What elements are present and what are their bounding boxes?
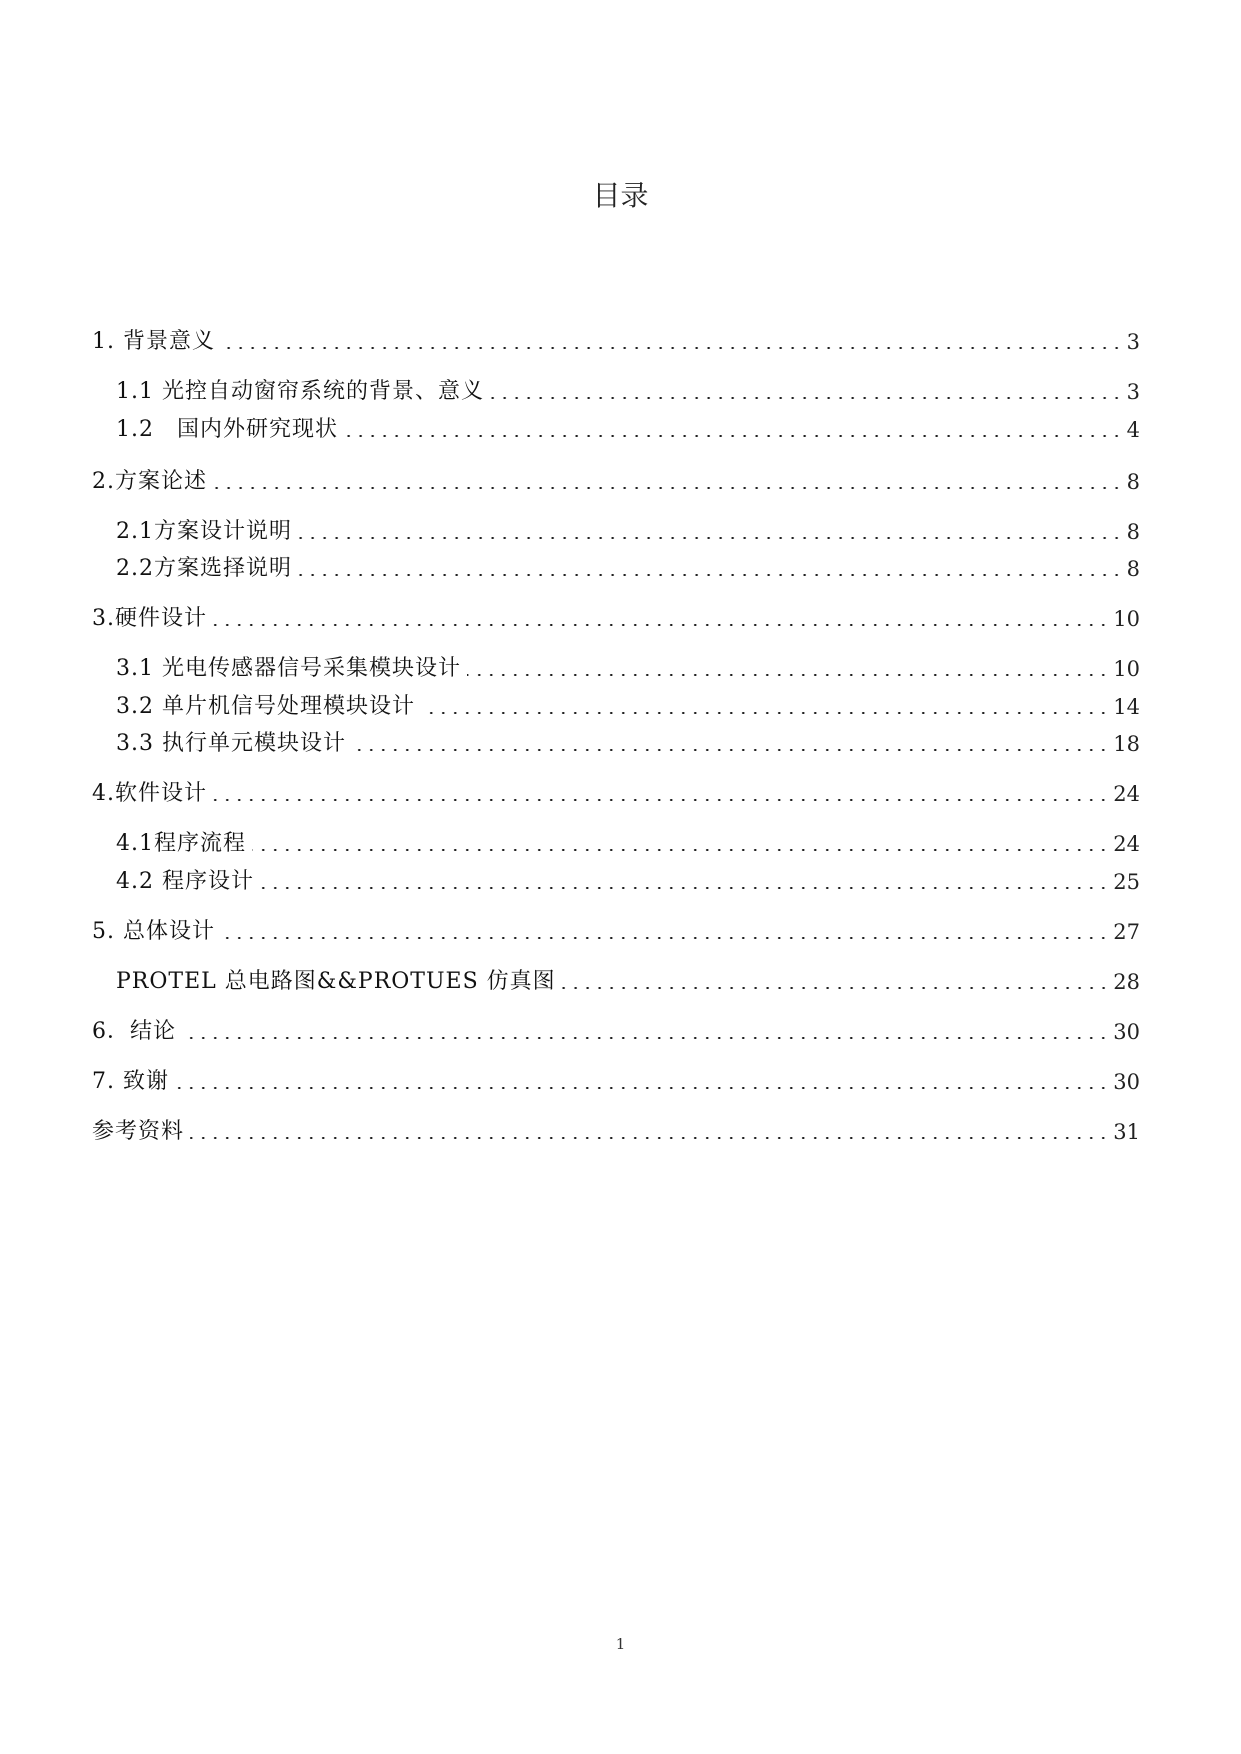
dot-leader	[213, 624, 1109, 626]
dot-leader	[562, 987, 1110, 989]
dot-leader	[221, 937, 1109, 939]
toc-entry-6[interactable]	[92, 1016, 1140, 1046]
dot-leader	[467, 674, 1109, 676]
toc-entry-label: 4.1程序流程	[116, 830, 252, 858]
toc-entry-label: 1.2 国内外研究现状	[116, 416, 344, 444]
toc-entry-label: 4.软件设计	[92, 780, 213, 808]
toc-entry-3[interactable]	[92, 603, 1140, 633]
toc-entry-1-2[interactable]	[116, 414, 1140, 444]
toc-entry-2-2[interactable]	[116, 553, 1140, 583]
toc-entry-label: 2.2方案选择说明	[116, 555, 298, 583]
footer-page-number: 1	[615, 1635, 626, 1653]
toc-entry-page: 8	[1126, 557, 1140, 581]
toc-entry-page: 10	[1113, 607, 1140, 631]
toc-entry-4-1[interactable]	[116, 828, 1140, 858]
toc-entry-label: 1. 背景意义	[92, 328, 221, 356]
dot-leader	[182, 1037, 1109, 1039]
toc-entry-references[interactable]	[92, 1116, 1140, 1146]
dot-leader	[190, 1137, 1109, 1139]
toc-entry-page: 8	[1126, 520, 1140, 544]
toc-entry-page: 3	[1126, 380, 1140, 404]
dot-leader	[490, 397, 1123, 399]
toc-entry-3-2[interactable]	[116, 691, 1140, 721]
toc-entry-label: 2.方案论述	[92, 468, 213, 496]
dot-leader	[344, 435, 1123, 437]
toc-entry-label: 1.1 光控自动窗帘系统的背景、意义	[116, 378, 490, 406]
toc-entry-label: 7. 致谢	[92, 1068, 175, 1096]
toc-entry-protel[interactable]	[116, 966, 1140, 996]
dot-leader	[213, 487, 1123, 489]
page-title: 目录	[592, 179, 649, 212]
toc-entry-2[interactable]	[92, 466, 1140, 496]
dot-leader	[298, 574, 1123, 576]
dot-leader	[175, 1087, 1109, 1089]
toc-entry-page: 4	[1126, 418, 1140, 442]
dot-leader	[260, 887, 1109, 889]
toc-entry-4[interactable]	[92, 778, 1140, 808]
toc-entry-page: 8	[1126, 470, 1140, 494]
toc-entry-1[interactable]	[92, 326, 1140, 356]
dot-leader	[352, 749, 1109, 751]
toc-entry-label: 3.1 光电传感器信号采集模块设计	[116, 655, 467, 683]
dot-leader	[421, 712, 1109, 714]
toc-entry-label: PROTEL 总电路图&&PROTUES 仿真图	[116, 968, 562, 996]
dot-leader	[213, 799, 1109, 801]
toc-entry-label: 参考资料	[92, 1118, 190, 1146]
dot-leader	[252, 849, 1109, 851]
dot-leader	[221, 347, 1123, 349]
toc-entry-label: 3.3 执行单元模块设计	[116, 730, 352, 758]
toc-entry-page: 30	[1113, 1070, 1140, 1094]
toc-entry-page: 25	[1113, 870, 1140, 894]
toc-entry-1-1[interactable]	[116, 376, 1140, 406]
toc-entry-page: 28	[1113, 970, 1140, 994]
toc-entry-3-1[interactable]	[116, 653, 1140, 683]
toc-entry-page: 31	[1113, 1120, 1140, 1144]
toc-entry-5[interactable]	[92, 916, 1140, 946]
toc-entry-label: 4.2 程序设计	[116, 868, 260, 896]
toc-entry-label: 5. 总体设计	[92, 918, 221, 946]
toc-entry-page: 24	[1113, 782, 1140, 806]
toc-entry-2-1[interactable]	[116, 516, 1140, 546]
toc-entry-4-2[interactable]	[116, 866, 1140, 896]
toc-entry-label: 2.1方案设计说明	[116, 518, 298, 546]
toc-entry-label: 3.硬件设计	[92, 605, 213, 633]
toc-entry-page: 24	[1113, 832, 1140, 856]
toc-entry-label: 6．结论	[92, 1018, 182, 1046]
toc-entry-3-3[interactable]	[116, 728, 1140, 758]
toc-entry-page: 3	[1126, 330, 1140, 354]
toc-entry-page: 30	[1113, 1020, 1140, 1044]
toc-entry-page: 27	[1113, 920, 1140, 944]
dot-leader	[298, 537, 1123, 539]
toc-entry-page: 10	[1113, 657, 1140, 681]
toc-entry-7[interactable]	[92, 1066, 1140, 1096]
toc-entry-label: 3.2 单片机信号处理模块设计	[116, 693, 421, 721]
toc-entry-page: 14	[1113, 695, 1140, 719]
toc-entry-page: 18	[1113, 732, 1140, 756]
